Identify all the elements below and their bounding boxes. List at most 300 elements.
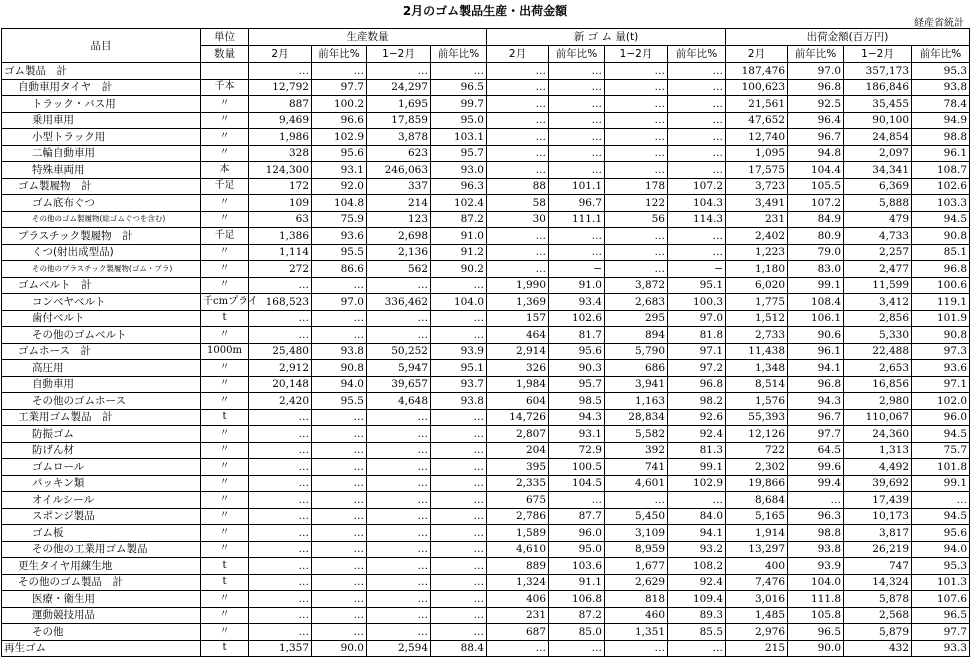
value-cell: … — [605, 492, 668, 509]
value-cell: 1,695 — [367, 96, 431, 113]
value-cell: 110,067 — [844, 409, 912, 426]
item-unit: 本 — [201, 162, 249, 179]
value-cell: 1,351 — [605, 624, 668, 641]
value-cell: 7,476 — [726, 574, 788, 591]
value-cell: … — [605, 112, 668, 129]
item-unit: 〃 — [201, 508, 249, 525]
value-cell: 1,095 — [726, 145, 788, 162]
table-row — [2, 376, 970, 393]
table-row — [2, 607, 970, 624]
value-cell: 92.4 — [668, 574, 726, 591]
value-cell: 479 — [844, 211, 912, 228]
value-cell: … — [668, 244, 726, 261]
value-cell: 90,100 — [844, 112, 912, 129]
item-name: 歯付ベルト — [2, 310, 201, 327]
value-cell: 107.2 — [668, 178, 726, 195]
value-cell: 1,589 — [487, 525, 549, 542]
header-sub: 前年比% — [668, 46, 726, 63]
value-cell: 34,341 — [844, 162, 912, 179]
value-cell: 124,300 — [249, 162, 312, 179]
item-name: ゴム製品 計 — [2, 63, 201, 80]
value-cell: 105.8 — [788, 607, 844, 624]
item-name: 工業用ゴム製品 計 — [2, 409, 201, 426]
value-cell: … — [312, 607, 367, 624]
value-cell: 104.4 — [788, 162, 844, 179]
value-cell: … — [605, 96, 668, 113]
value-cell: 2,136 — [367, 244, 431, 261]
value-cell: 94.0 — [312, 376, 367, 393]
value-cell: 39,657 — [367, 376, 431, 393]
value-cell: 215 — [726, 640, 788, 657]
value-cell: 24,360 — [844, 426, 912, 443]
value-cell: 24,854 — [844, 129, 912, 146]
value-cell: 58 — [487, 195, 549, 212]
value-cell: 99.7 — [431, 96, 487, 113]
value-cell: 98.5 — [549, 393, 605, 410]
value-cell: 83.0 — [788, 261, 844, 278]
value-cell: 295 — [605, 310, 668, 327]
value-cell: 2,302 — [726, 459, 788, 476]
value-cell: … — [487, 228, 549, 245]
value-cell: 95.6 — [549, 343, 605, 360]
value-cell: 4,492 — [844, 459, 912, 476]
value-cell: 12,126 — [726, 426, 788, 443]
value-cell: 24,297 — [367, 79, 431, 96]
value-cell: 1,775 — [726, 294, 788, 311]
value-cell: … — [431, 541, 487, 558]
item-name: その他 — [2, 624, 201, 641]
value-cell: … — [549, 129, 605, 146]
value-cell: … — [549, 244, 605, 261]
item-name: スポンジ製品 — [2, 508, 201, 525]
value-cell: 108.2 — [668, 558, 726, 575]
item-name: 高圧用 — [2, 360, 201, 377]
value-cell: 108.4 — [788, 294, 844, 311]
value-cell: 100.6 — [912, 277, 970, 294]
value-cell: … — [249, 442, 312, 459]
value-cell: 93.1 — [312, 162, 367, 179]
value-cell: … — [367, 63, 431, 80]
value-cell: 102.6 — [549, 310, 605, 327]
value-cell: − — [549, 261, 605, 278]
item-unit: 〃 — [201, 96, 249, 113]
value-cell: 92.0 — [312, 178, 367, 195]
value-cell: 101.8 — [912, 459, 970, 476]
value-cell: … — [312, 327, 367, 344]
item-name: 医療・衛生用 — [2, 591, 201, 608]
item-unit: 〃 — [201, 195, 249, 212]
value-cell: … — [487, 162, 549, 179]
value-cell: … — [605, 162, 668, 179]
value-cell: 722 — [726, 442, 788, 459]
value-cell: 100,623 — [726, 79, 788, 96]
value-cell: … — [487, 112, 549, 129]
value-cell: 96.7 — [788, 129, 844, 146]
value-cell: 97.7 — [312, 79, 367, 96]
value-cell: … — [367, 459, 431, 476]
value-cell: … — [249, 475, 312, 492]
value-cell: … — [431, 409, 487, 426]
value-cell: 108.7 — [912, 162, 970, 179]
value-cell: 105.5 — [788, 178, 844, 195]
value-cell: 102.4 — [431, 195, 487, 212]
value-cell: 94.5 — [912, 426, 970, 443]
value-cell: 14,726 — [487, 409, 549, 426]
value-cell: 101.3 — [912, 574, 970, 591]
value-cell: 97.2 — [668, 360, 726, 377]
value-cell: 96.8 — [912, 261, 970, 278]
value-cell: 3,723 — [726, 178, 788, 195]
value-cell: 88 — [487, 178, 549, 195]
value-cell: 326 — [487, 360, 549, 377]
value-cell: 747 — [844, 558, 912, 575]
item-unit: 千足 — [201, 178, 249, 195]
value-cell: 187,476 — [726, 63, 788, 80]
item-unit: 〃 — [201, 492, 249, 509]
value-cell: … — [487, 145, 549, 162]
value-cell: 95.5 — [312, 393, 367, 410]
value-cell: 157 — [487, 310, 549, 327]
value-cell: … — [312, 459, 367, 476]
value-cell: 91.1 — [549, 574, 605, 591]
table-row — [2, 277, 970, 294]
value-cell: 96.8 — [788, 79, 844, 96]
value-cell: 50,252 — [367, 343, 431, 360]
value-cell: … — [431, 277, 487, 294]
value-cell: 106.1 — [788, 310, 844, 327]
value-cell: − — [668, 261, 726, 278]
value-cell: 20,148 — [249, 376, 312, 393]
value-cell: 90.2 — [431, 261, 487, 278]
value-cell: 96.8 — [668, 376, 726, 393]
value-cell: … — [487, 244, 549, 261]
value-cell: 55,393 — [726, 409, 788, 426]
value-cell: 2,402 — [726, 228, 788, 245]
value-cell: 95.0 — [431, 112, 487, 129]
value-cell: … — [431, 525, 487, 542]
item-unit: 〃 — [201, 426, 249, 443]
value-cell: 1,163 — [605, 393, 668, 410]
table-row — [2, 475, 970, 492]
value-cell: 1,114 — [249, 244, 312, 261]
value-cell: 5,330 — [844, 327, 912, 344]
value-cell: 107.2 — [788, 195, 844, 212]
value-cell: 101.1 — [549, 178, 605, 195]
header-item: 品目 — [2, 29, 201, 63]
value-cell: … — [431, 310, 487, 327]
value-cell: 94.3 — [788, 393, 844, 410]
item-unit: 千足 — [201, 228, 249, 245]
item-unit: 〃 — [201, 541, 249, 558]
table-row — [2, 558, 970, 575]
value-cell: 90.0 — [312, 640, 367, 657]
value-cell: … — [431, 327, 487, 344]
value-cell: 2,653 — [844, 360, 912, 377]
value-cell: … — [312, 310, 367, 327]
value-cell: 98.2 — [668, 393, 726, 410]
value-cell: 460 — [605, 607, 668, 624]
value-cell: 96.6 — [312, 112, 367, 129]
value-cell: 5,879 — [844, 624, 912, 641]
value-cell: … — [487, 640, 549, 657]
value-cell: … — [605, 145, 668, 162]
value-cell: … — [312, 409, 367, 426]
value-cell: 91.0 — [549, 277, 605, 294]
item-name: その他のゴムホース — [2, 393, 201, 410]
value-cell: … — [312, 426, 367, 443]
value-cell: … — [549, 79, 605, 96]
value-cell: 464 — [487, 327, 549, 344]
value-cell: 3,941 — [605, 376, 668, 393]
value-cell: 80.9 — [788, 228, 844, 245]
value-cell: … — [249, 409, 312, 426]
value-cell: 392 — [605, 442, 668, 459]
value-cell: … — [668, 145, 726, 162]
value-cell: … — [668, 129, 726, 146]
value-cell: 96.3 — [431, 178, 487, 195]
value-cell: 1,180 — [726, 261, 788, 278]
value-cell: 623 — [367, 145, 431, 162]
value-cell: … — [605, 640, 668, 657]
table-row — [2, 63, 970, 80]
value-cell: … — [431, 426, 487, 443]
value-cell: … — [431, 558, 487, 575]
table-row — [2, 145, 970, 162]
item-name: 再生ゴム — [2, 640, 201, 657]
table-row — [2, 228, 970, 245]
value-cell: 98.8 — [788, 525, 844, 542]
value-cell: 97.7 — [912, 624, 970, 641]
table-row — [2, 112, 970, 129]
value-cell: … — [549, 162, 605, 179]
value-cell: … — [367, 558, 431, 575]
rubber-products-table — [1, 28, 970, 657]
item-name: トラック・バス用 — [2, 96, 201, 113]
value-cell: 94.3 — [549, 409, 605, 426]
value-cell: 336,462 — [367, 294, 431, 311]
value-cell: … — [668, 228, 726, 245]
value-cell: 99.4 — [788, 475, 844, 492]
value-cell: 119.1 — [912, 294, 970, 311]
value-cell: 89.3 — [668, 607, 726, 624]
value-cell: … — [605, 228, 668, 245]
value-cell: 1,984 — [487, 376, 549, 393]
value-cell: … — [367, 492, 431, 509]
value-cell: 93.3 — [912, 640, 970, 657]
header-sub: 前年比% — [912, 46, 970, 63]
value-cell: 204 — [487, 442, 549, 459]
item-name: 自動車用 — [2, 376, 201, 393]
item-name: ゴムベルト 計 — [2, 277, 201, 294]
item-unit: 〃 — [201, 393, 249, 410]
table-row — [2, 162, 970, 179]
table-row — [2, 409, 970, 426]
value-cell: 562 — [367, 261, 431, 278]
table-row — [2, 624, 970, 641]
value-cell: 1,348 — [726, 360, 788, 377]
value-cell: 93.0 — [431, 162, 487, 179]
value-cell: … — [549, 63, 605, 80]
value-cell: … — [367, 310, 431, 327]
value-cell: 99.6 — [788, 459, 844, 476]
table-row — [2, 310, 970, 327]
value-cell: 56 — [605, 211, 668, 228]
value-cell: 103.3 — [912, 195, 970, 212]
item-name: ゴムロール — [2, 459, 201, 476]
item-unit: t — [201, 640, 249, 657]
value-cell: 95.5 — [312, 244, 367, 261]
item-unit: 〃 — [201, 459, 249, 476]
table-row — [2, 294, 970, 311]
value-cell: 90.6 — [788, 327, 844, 344]
value-cell: 2,976 — [726, 624, 788, 641]
table-row — [2, 79, 970, 96]
value-cell: 90.8 — [912, 228, 970, 245]
value-cell: … — [312, 591, 367, 608]
value-cell: 13,297 — [726, 541, 788, 558]
value-cell: … — [549, 112, 605, 129]
value-cell: … — [431, 492, 487, 509]
value-cell: 3,878 — [367, 129, 431, 146]
value-cell: 2,733 — [726, 327, 788, 344]
value-cell: … — [367, 508, 431, 525]
value-cell: 104.0 — [431, 294, 487, 311]
value-cell: 95.1 — [431, 360, 487, 377]
value-cell: … — [249, 277, 312, 294]
item-unit: 〃 — [201, 145, 249, 162]
value-cell: 96.7 — [549, 195, 605, 212]
value-cell: … — [367, 426, 431, 443]
value-cell: … — [249, 607, 312, 624]
value-cell: 5,165 — [726, 508, 788, 525]
value-cell: … — [249, 492, 312, 509]
value-cell: 3,016 — [726, 591, 788, 608]
value-cell: 92.5 — [788, 96, 844, 113]
value-cell: … — [367, 541, 431, 558]
table-row — [2, 360, 970, 377]
value-cell: … — [249, 624, 312, 641]
header-unit-top: 単位 — [201, 29, 249, 46]
value-cell: 95.1 — [668, 277, 726, 294]
value-cell: 93.8 — [431, 393, 487, 410]
table-row — [2, 541, 970, 558]
value-cell: 8,514 — [726, 376, 788, 393]
value-cell: 87.7 — [549, 508, 605, 525]
value-cell: 2,914 — [487, 343, 549, 360]
value-cell: 400 — [726, 558, 788, 575]
table-row — [2, 508, 970, 525]
value-cell: … — [249, 558, 312, 575]
value-cell: 96.7 — [788, 409, 844, 426]
value-cell: 328 — [249, 145, 312, 162]
header-sub: 1−2月 — [367, 46, 431, 63]
value-cell: … — [367, 574, 431, 591]
value-cell: … — [367, 277, 431, 294]
value-cell: 30 — [487, 211, 549, 228]
value-cell: 85.0 — [549, 624, 605, 641]
value-cell: 604 — [487, 393, 549, 410]
item-unit: 〃 — [201, 244, 249, 261]
value-cell: 122 — [605, 195, 668, 212]
value-cell: 84.9 — [788, 211, 844, 228]
item-name: 防振ゴム — [2, 426, 201, 443]
value-cell: 1,677 — [605, 558, 668, 575]
value-cell: 1,324 — [487, 574, 549, 591]
table-row — [2, 525, 970, 542]
value-cell: 97.0 — [668, 310, 726, 327]
value-cell: 12,792 — [249, 79, 312, 96]
value-cell: 8,959 — [605, 541, 668, 558]
value-cell: 894 — [605, 327, 668, 344]
value-cell: … — [312, 558, 367, 575]
value-cell: 100.3 — [668, 294, 726, 311]
value-cell: 79.0 — [788, 244, 844, 261]
value-cell: 81.3 — [668, 442, 726, 459]
value-cell: … — [605, 63, 668, 80]
item-name: 更生タイヤ用練生地 — [2, 558, 201, 575]
value-cell: 272 — [249, 261, 312, 278]
item-name: 二輪自動車用 — [2, 145, 201, 162]
value-cell: … — [431, 475, 487, 492]
value-cell: … — [487, 79, 549, 96]
value-cell: 100.2 — [312, 96, 367, 113]
value-cell: 99.1 — [912, 475, 970, 492]
value-cell: … — [549, 96, 605, 113]
value-cell: 90.3 — [549, 360, 605, 377]
value-cell: 2,856 — [844, 310, 912, 327]
value-cell: 39,692 — [844, 475, 912, 492]
item-unit: 千本 — [201, 79, 249, 96]
value-cell: 2,257 — [844, 244, 912, 261]
value-cell: 2,786 — [487, 508, 549, 525]
value-cell: 5,582 — [605, 426, 668, 443]
value-cell: … — [249, 574, 312, 591]
value-cell: 1,313 — [844, 442, 912, 459]
value-cell: … — [549, 145, 605, 162]
value-cell: 85.5 — [668, 624, 726, 641]
value-cell: 94.0 — [912, 541, 970, 558]
value-cell: 97.1 — [668, 343, 726, 360]
value-cell: 1,914 — [726, 525, 788, 542]
value-cell: 93.6 — [312, 228, 367, 245]
value-cell: 94.8 — [788, 145, 844, 162]
value-cell: 2,420 — [249, 393, 312, 410]
value-cell: … — [367, 327, 431, 344]
table-row — [2, 442, 970, 459]
item-name: 乗用車用 — [2, 112, 201, 129]
value-cell: 87.2 — [549, 607, 605, 624]
value-cell: 90.8 — [312, 360, 367, 377]
value-cell: 1,485 — [726, 607, 788, 624]
item-name: ゴム底布ぐつ — [2, 195, 201, 212]
value-cell: … — [249, 541, 312, 558]
value-cell: 104.3 — [668, 195, 726, 212]
value-cell: 96.8 — [788, 376, 844, 393]
table-row — [2, 640, 970, 657]
value-cell: 95.3 — [912, 558, 970, 575]
value-cell: 1,223 — [726, 244, 788, 261]
value-cell: 22,488 — [844, 343, 912, 360]
value-cell: 92.6 — [668, 409, 726, 426]
value-cell: … — [431, 508, 487, 525]
value-cell: 3,817 — [844, 525, 912, 542]
value-cell: 1,357 — [249, 640, 312, 657]
table-row — [2, 459, 970, 476]
value-cell: 86.6 — [312, 261, 367, 278]
item-name: その他のゴム製履物(総ゴムぐつを含む) — [2, 211, 201, 228]
value-cell: 10,173 — [844, 508, 912, 525]
value-cell: … — [431, 442, 487, 459]
